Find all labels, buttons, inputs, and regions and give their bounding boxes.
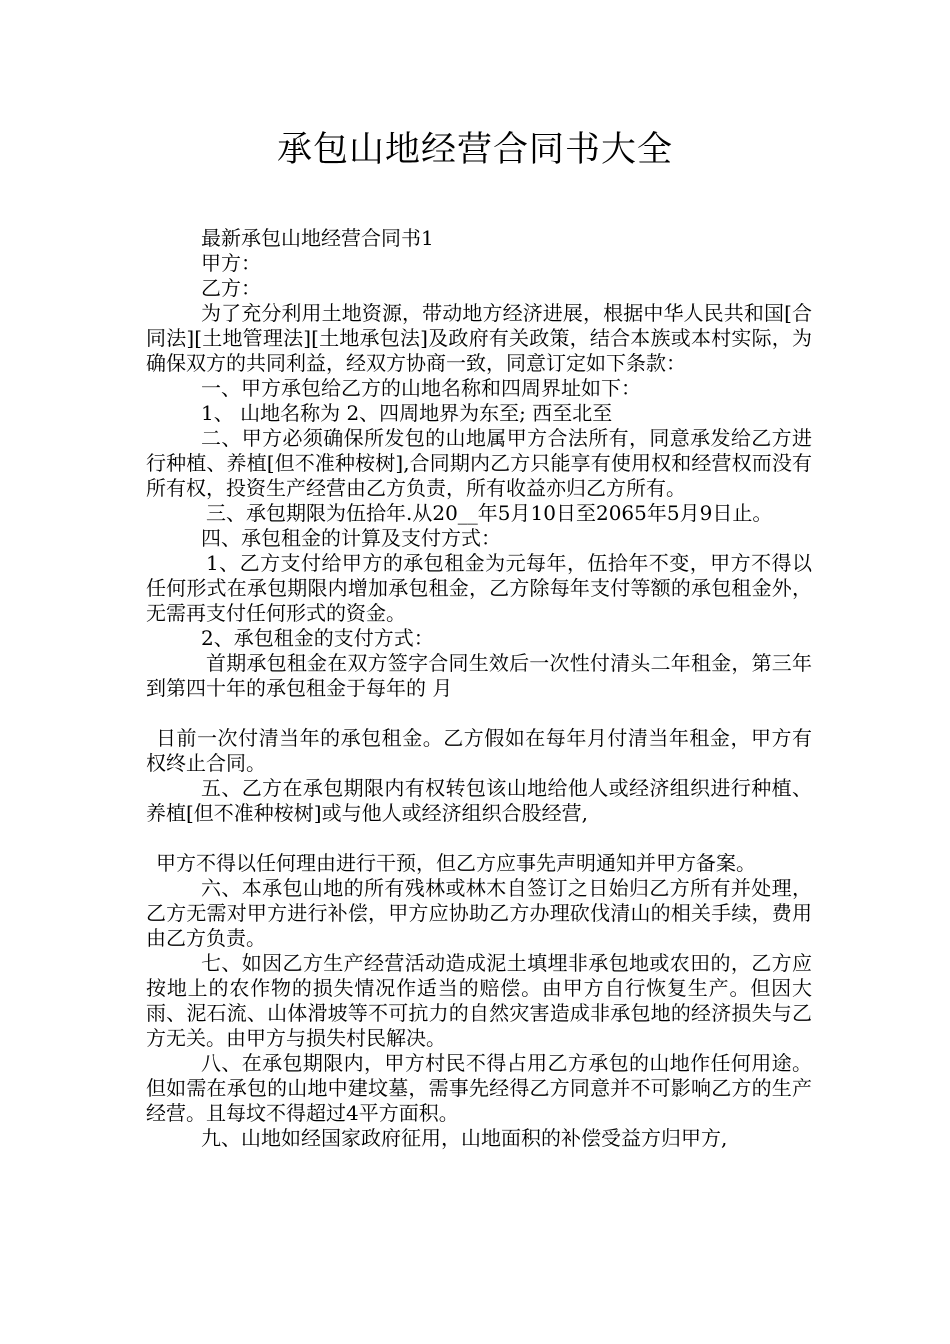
clause-8-paragraph: 八、在承包期限内，甲方村民不得占用乙方承包的山地作任何用途。但如需在承包的山地中建坟墓，需事先经得乙方同意并不可影响乙方的生产经营。且每坟不得超过4平方面积。 <box>146 1051 812 1125</box>
clause-3-paragraph: 三、承包期限为伍拾年.从20__年5月10日至2065年5月9日止。 <box>206 501 773 525</box>
contract-heading: 最新承包山地经营合同书1 <box>201 226 434 250</box>
party-b-line: 乙方： <box>201 276 261 300</box>
clause-4-payment-paragraph: 首期承包租金在双方签字合同生效后一次性付清头二年租金，第三年到第四十年的承包租金于每年的 月 <box>146 651 812 700</box>
clause-2-paragraph: 二、甲方必须确保所发包的山地属甲方合法所有，同意承发给乙方进行种植、养植[但不准种桉树],合同期内乙方只能享有使用权和经营权而没有所有权，投资生产经营由乙方负责，所有收益亦归乙方所有。 <box>146 426 812 500</box>
preamble-paragraph: 为了充分利用土地资源，带动地方经济进展，根据中华人民共和国[合同法][土地管理法][土地承包法]及政府有关政策，结合本族或本村实际，为确保双方的共同利益，经双方协商一致，同意订定如下条款： <box>146 301 812 375</box>
clause-4-item-2: 2、承包租金的支付方式： <box>201 626 434 650</box>
clause-1-item: 1、 山地名称为 2、四周地界为东至; 西至北至 <box>201 401 613 425</box>
blank-line <box>146 701 812 726</box>
blank-line <box>146 826 812 851</box>
document-title: 承包山地经营合同书大全 <box>276 130 673 170</box>
clause-6-paragraph: 六、本承包山地的所有残林或林木自签订之日始归乙方所有并处理，乙方无需对甲方进行补偿，甲方应协助乙方办理砍伐清山的相关手续，费用由乙方负责。 <box>146 876 812 950</box>
clause-4-item-1: 1、乙方支付给甲方的承包租金为元每年，伍拾年不变，甲方不得以任何形式在承包期限内增加承包租金，乙方除每年支付等额的承包租金外，无需再支付任何形式的资金。 <box>146 551 812 625</box>
clause-9-paragraph: 九、山地如经国家政府征用，山地面积的补偿受益方归甲方, <box>201 1126 728 1150</box>
clause-4-payment-continued: 日前一次付清当年的承包租金。乙方假如在每年月付清当年租金，甲方有权终止合同。 <box>146 726 812 775</box>
clause-5-continued: 甲方不得以任何理由进行干预，但乙方应事先声明通知并甲方备案。 <box>156 851 756 875</box>
clause-4-heading: 四、承包租金的计算及支付方式： <box>201 526 501 550</box>
clause-1-heading: 一、甲方承包给乙方的山地名称和四周界址如下： <box>201 376 641 400</box>
document-body <box>146 226 812 1151</box>
party-a-line: 甲方： <box>201 251 261 275</box>
clause-5-paragraph: 五、乙方在承包期限内有权转包该山地给他人或经济组织进行种植、养植[但不准种桉树]或与他人或经济组织合股经营, <box>146 776 812 825</box>
clause-7-paragraph: 七、如因乙方生产经营活动造成泥土填埋非承包地或农田的，乙方应按地上的农作物的损失情况作适当的赔偿。由甲方自行恢复生产。但因大雨、泥石流、山体滑坡等不可抗力的自然灾害造成非承包地的经济损失与乙方无关。由甲方与损失村民解决。 <box>146 951 812 1050</box>
